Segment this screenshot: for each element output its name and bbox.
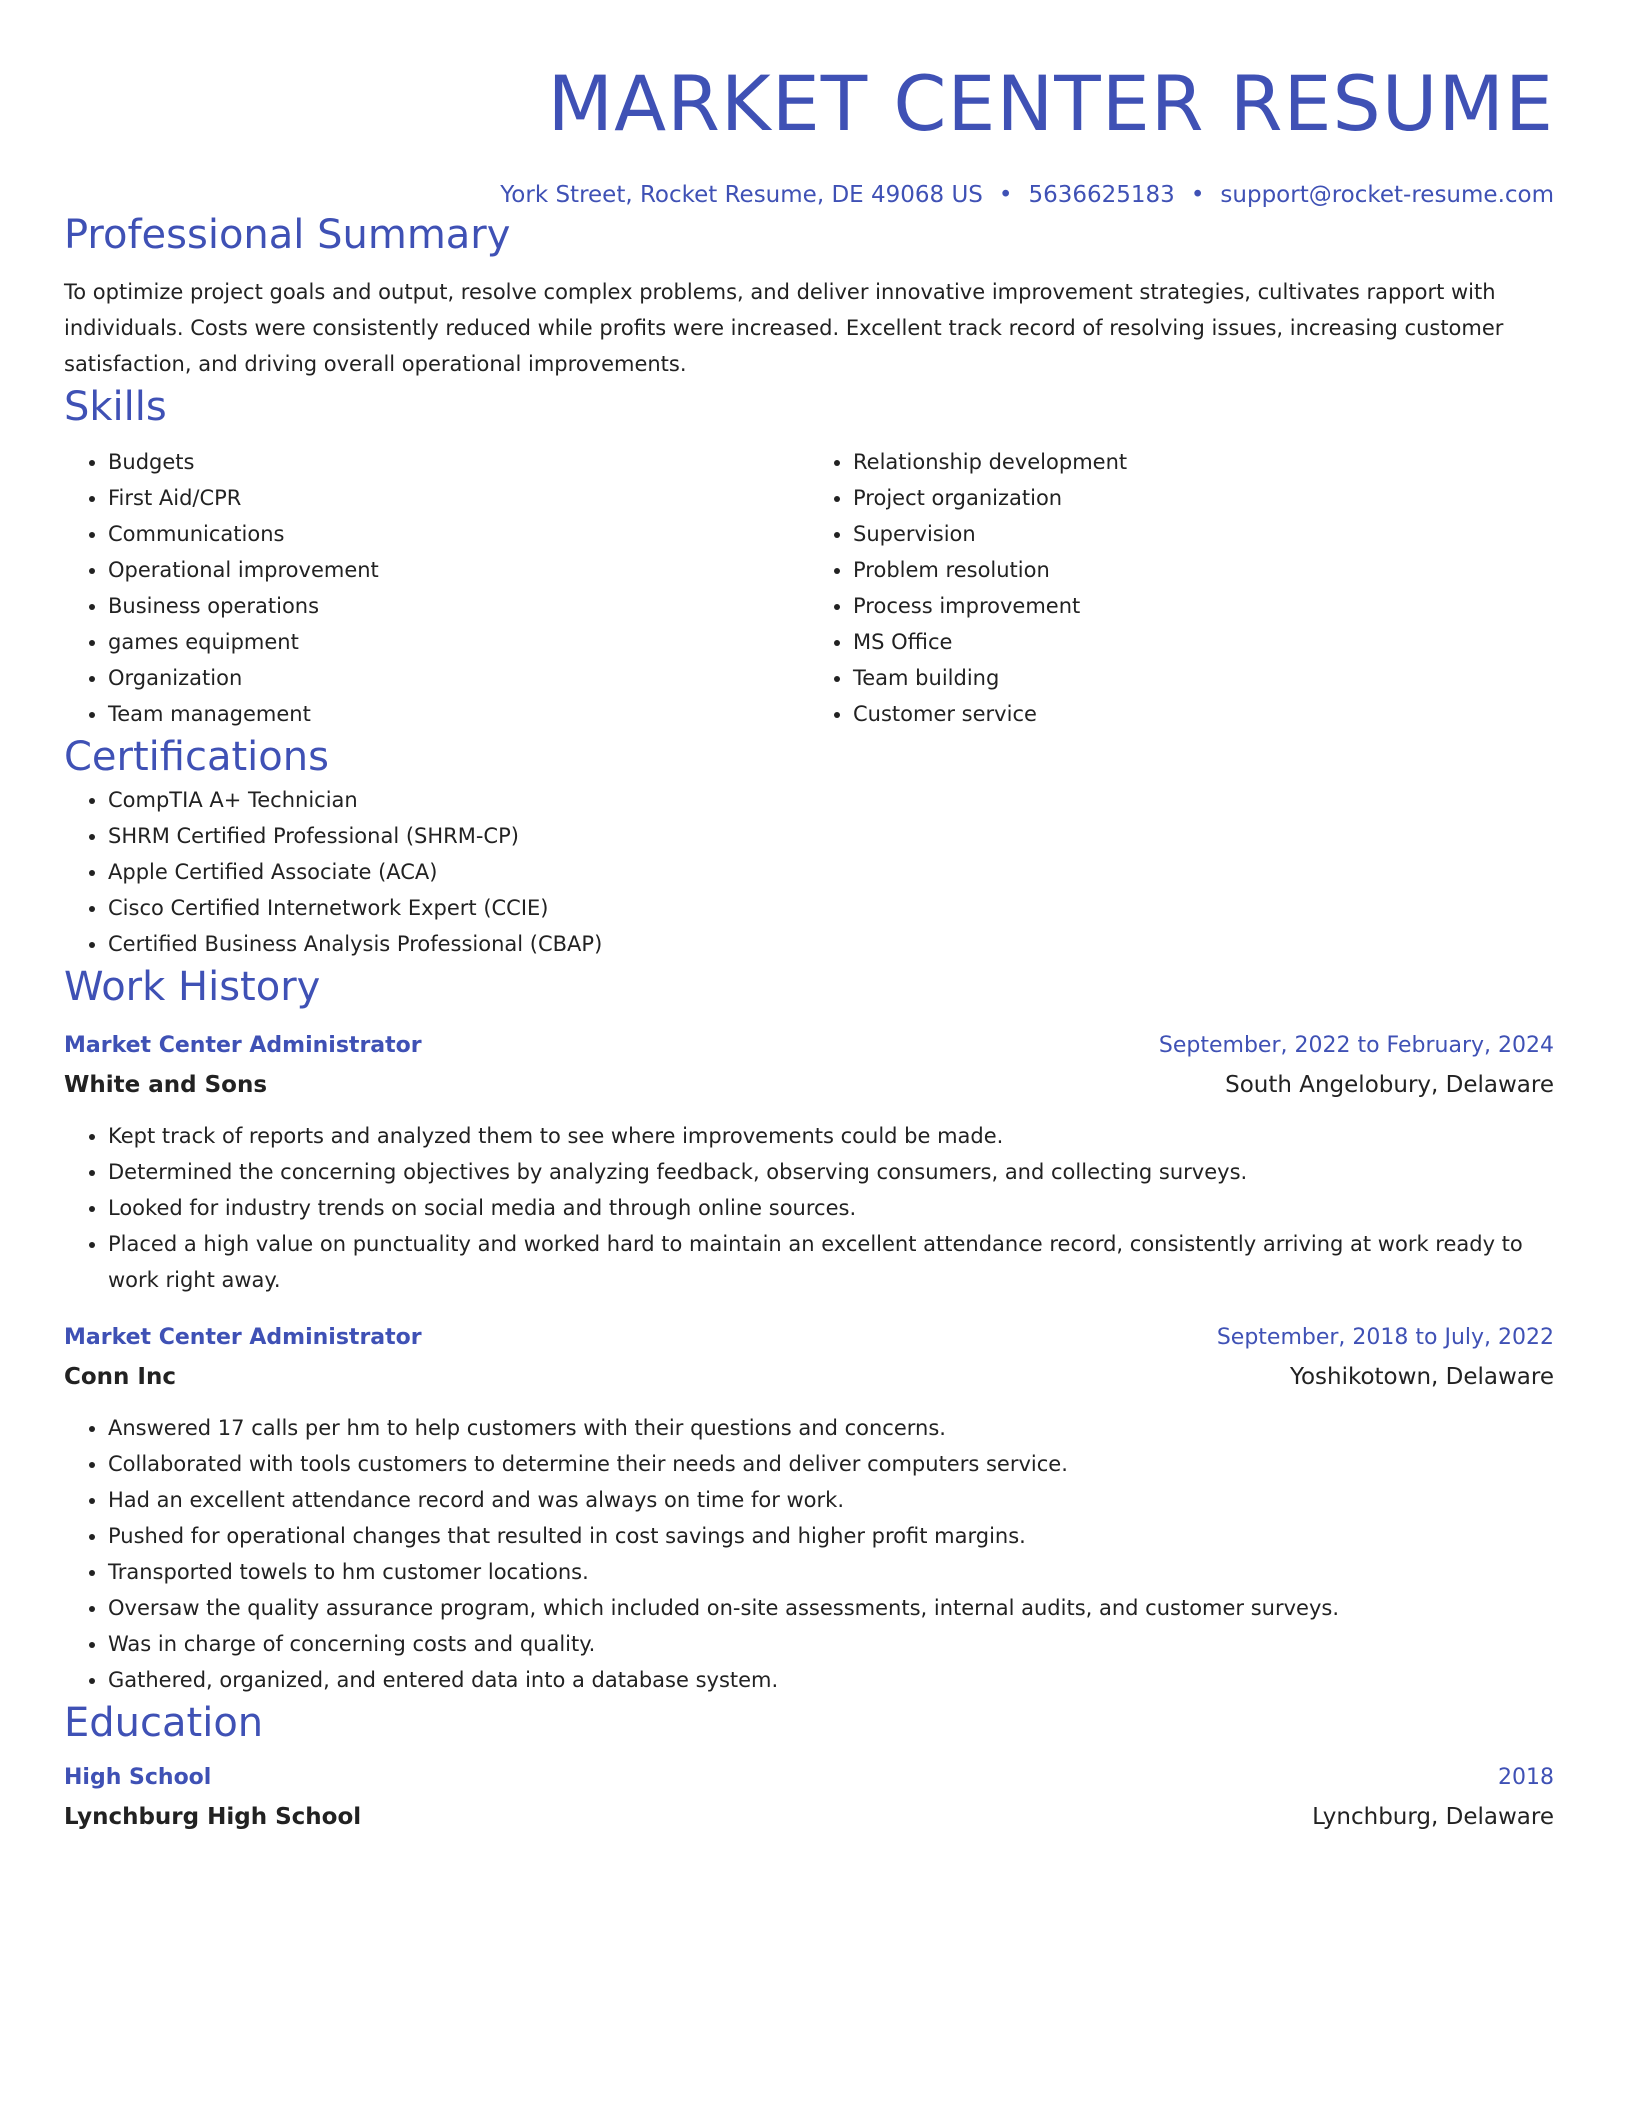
job-duty: • Oversaw the quality assurance program, which included on-site assessments, internal audits, and customer surveys. <box>108 1590 1554 1626</box>
job-duty: • Kept track of reports and analyzed them to see where improvements could be made. <box>108 1118 1554 1154</box>
skill-item: • Communications <box>108 516 809 552</box>
resume-page <box>64 0 1554 1836</box>
skill-item: • games equipment <box>108 624 809 660</box>
skills-list-left <box>64 444 809 732</box>
certification-item: • SHRM Certified Professional (SHRM-CP) <box>108 818 1554 854</box>
education-year: 2018 <box>1498 1765 1554 1790</box>
certifications-list <box>64 782 1554 962</box>
job-header-row <box>64 1318 1554 1358</box>
contact-separator: • <box>998 182 1013 208</box>
contact-line <box>64 180 1554 210</box>
summary-text: To optimize project goals and output, resolve complex problems, and deliver innovative improvement strategies, cultivates rapport with individuals. Costs were consistently reduced while profits were increased. Excellent track record of resolving issues, increasing customer satisfaction, and driving overall operational improvements. <box>64 280 1504 376</box>
job-duty: • Was in charge of concerning costs and quality. <box>108 1626 1554 1662</box>
contact-phone: 5636625183 <box>1028 182 1175 208</box>
job-duty: • Transported towels to hm customer locations. <box>108 1554 1554 1590</box>
skill-item: • Budgets <box>108 444 809 480</box>
job-entry <box>64 1318 1554 1698</box>
skill-item: • Process improvement <box>853 588 1554 624</box>
education-school: Lynchburg High School <box>64 1804 362 1830</box>
resume-header <box>64 56 1554 210</box>
skill-item: • Supervision <box>853 516 1554 552</box>
skills-heading: Skills <box>64 384 167 430</box>
skill-item: • Problem resolution <box>853 552 1554 588</box>
skill-item: • Organization <box>108 660 809 696</box>
job-duties-list <box>64 1410 1554 1698</box>
education-school-row <box>64 1798 1554 1836</box>
job-location: Yoshikotown, Delaware <box>1289 1364 1554 1390</box>
certification-item: • CompTIA A+ Technician <box>108 782 1554 818</box>
job-entry <box>64 1026 1554 1298</box>
job-dates: September, 2018 to July, 2022 <box>1216 1325 1554 1350</box>
resume-name: MARKET CENTER RESUME <box>547 59 1554 148</box>
skill-item: • Relationship development <box>853 444 1554 480</box>
skill-item: • Customer service <box>853 696 1554 732</box>
job-duty: • Had an excellent attendance record and was always on time for work. <box>108 1482 1554 1518</box>
job-duty: • Collaborated with tools customers to determine their needs and deliver computers service. <box>108 1446 1554 1482</box>
skill-item: • Team building <box>853 660 1554 696</box>
job-location: South Angelobury, Delaware <box>1225 1072 1554 1098</box>
certifications-heading: Certifications <box>64 734 329 780</box>
job-duty: • Pushed for operational changes that resulted in cost savings and higher profit margins. <box>108 1518 1554 1554</box>
education-degree: High School <box>64 1765 212 1790</box>
certification-item: • Cisco Certified Internetwork Expert (CCIE) <box>108 890 1554 926</box>
job-dates: September, 2022 to February, 2024 <box>1158 1033 1554 1058</box>
skills-columns <box>64 444 1554 732</box>
skills-list-right <box>809 444 1554 732</box>
work-history-heading: Work History <box>64 964 321 1010</box>
job-duties-list <box>64 1118 1554 1298</box>
job-title: Market Center Administrator <box>64 1033 422 1058</box>
skill-item: • Team management <box>108 696 809 732</box>
job-duty: • Placed a high value on punctuality and worked hard to maintain an excellent attendance record, consistently arriving at work ready to work right away. <box>108 1226 1554 1298</box>
contact-email: support@rocket-resume.com <box>1220 182 1554 208</box>
job-duty: • Determined the concerning objectives by analyzing feedback, observing consumers, and collecting surveys. <box>108 1154 1554 1190</box>
job-employer-row <box>64 1066 1554 1104</box>
contact-address: York Street, Rocket Resume, DE 49068 US <box>500 182 983 208</box>
job-duty: • Gathered, organized, and entered data into a database system. <box>108 1662 1554 1698</box>
skill-item: • Business operations <box>108 588 809 624</box>
job-employer-row <box>64 1358 1554 1396</box>
skill-item: • Operational improvement <box>108 552 809 588</box>
certification-item: • Certified Business Analysis Professional (CBAP) <box>108 926 1554 962</box>
job-header-row <box>64 1026 1554 1066</box>
education-entry <box>64 1758 1554 1836</box>
job-employer: White and Sons <box>64 1072 268 1098</box>
summary-heading: Professional Summary <box>64 212 511 258</box>
education-location: Lynchburg, Delaware <box>1312 1804 1554 1830</box>
skill-item: • Project organization <box>853 480 1554 516</box>
job-duty: • Answered 17 calls per hm to help customers with their questions and concerns. <box>108 1410 1554 1446</box>
education-heading: Education <box>64 1700 264 1746</box>
skill-item: • First Aid/CPR <box>108 480 809 516</box>
job-employer: Conn Inc <box>64 1364 177 1390</box>
certification-item: • Apple Certified Associate (ACA) <box>108 854 1554 890</box>
job-duty: • Looked for industry trends on social media and through online sources. <box>108 1190 1554 1226</box>
skill-item: • MS Office <box>853 624 1554 660</box>
education-header-row <box>64 1758 1554 1798</box>
job-title: Market Center Administrator <box>64 1325 422 1350</box>
contact-separator: • <box>1190 182 1205 208</box>
